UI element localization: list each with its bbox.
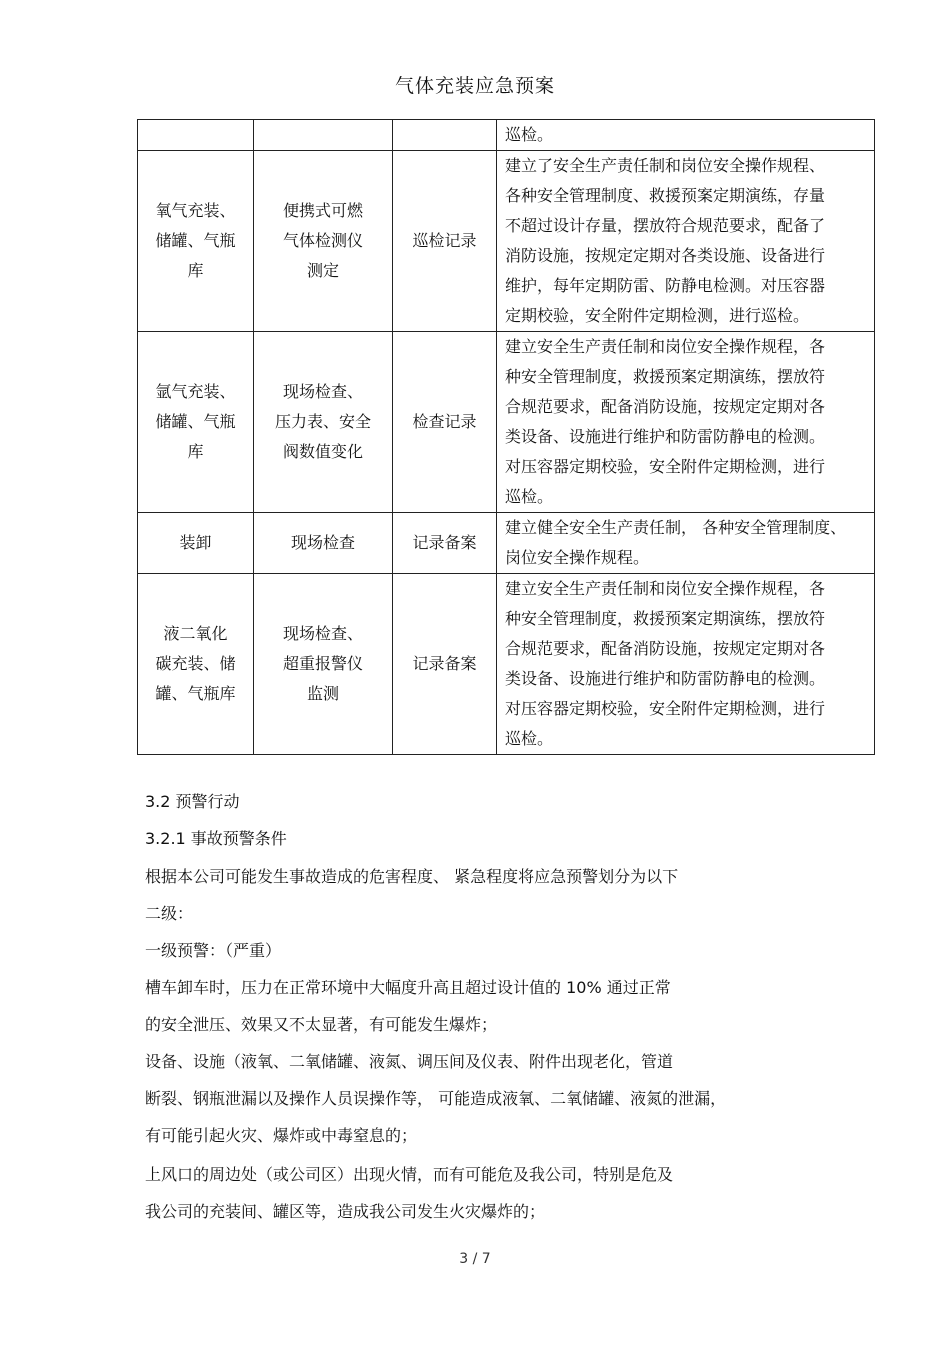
table-cell-method [254,574,393,755]
table-cell-location [138,574,254,755]
table-cell-location [138,332,254,513]
paragraph-fire-nearby: 上风口的周边处（或公司区）出现火情，而有可能危及我公司，特别是危及 我公司的充装间、罐区等，造成我公司发生火灾爆炸的； [145,1165,674,1221]
table-row [138,513,875,574]
risk-control-table [137,119,875,755]
table-cell-record: 检查记录 [393,332,497,513]
table-cell-measures [497,332,875,513]
table-cell-method [254,151,393,332]
table-cell-record [393,120,497,151]
method-text: 现场检查、 压力表、安全 阀数值变化 [274,382,371,461]
table-cell-record: 巡检记录 [393,151,497,332]
measures-text: 建立了安全生产责任制和岗位安全操作规程、 各种安全管理制度、救援预案定期演练，存量 不超过设计存量，摆放符合规范要求，配备了 消防设施，按规定定期对各类设施、设备进行 维护，每年定期防雷、防静电检测。对压容器 定期校验，安全附件定期检测，进行巡检。 [505,156,826,325]
measures-text: 建立健全安全生产责任制， 各种安全管理制度、 岗位安全操作规程。 [505,518,847,567]
table-cell-record: 记录备案 [393,574,497,755]
table-cell-location [138,120,254,151]
table-row [138,332,875,513]
measures-text: 建立安全生产责任制和岗位安全操作规程，各 种安全管理制度，救援预案定期演练，摆放符 合规范要求，配备消防设施，按规定定期对各 类设备、设施进行维护和防雷防静电的检测。 对压容器定期校验，安全附件定期检测，进行 巡检。 [505,337,826,506]
location-text: 液二氧化 碳充装、储 罐、气瓶库 [155,624,236,703]
table-cell-measures [497,574,875,755]
table-cell-method [254,332,393,513]
location-text: 氧气充装、 储罐、气瓶 库 [155,201,236,280]
page-number: 3 / 7 [459,1251,491,1267]
table-cell-measures [497,513,875,574]
table-cell-measures [497,151,875,332]
table-row [138,120,875,151]
table-cell-location: 装卸 [138,513,254,574]
table-cell-measures [497,120,875,151]
section-heading-3-2-1: 3.2.1 事故预警条件 [145,829,287,848]
paragraph-equipment-failure: 设备、设施（液氧、二氧储罐、液氮、调压间及仪表、附件出现老化，管道 断裂、钢瓶泄漏以及操作人员误操作等， 可能造成液氧、二氧储罐、液氮的泄漏， 有可能引起火灾、爆炸或中毒窒息的； [145,1052,727,1145]
paragraph-warning-levels: 根据本公司可能发生事故造成的危害程度、 紧急程度将应急预警划分为以下 二级： [145,867,679,923]
paragraph-level-one: 一级预警：（严重） [145,941,282,960]
table-row [138,151,875,332]
page-header-title: 气体充装应急预案 [394,75,555,97]
method-text: 现场检查、 超重报警仪 监测 [282,624,363,703]
method-text: 便携式可燃 气体检测仪 测定 [282,201,363,280]
table-cell-method [254,120,393,151]
measures-text: 巡检。 [505,125,554,144]
table-cell-method: 现场检查 [254,513,393,574]
section-heading-3-2: 3.2 预警行动 [145,792,240,811]
location-text: 氩气充装、 储罐、气瓶 库 [155,382,236,461]
table-row [138,574,875,755]
table-cell-location [138,151,254,332]
paragraph-tanker-unloading: 槽车卸车时，压力在正常环境中大幅度升高且超过设计值的 10% 通过正常 的安全泄压、效果又不太显著，有可能发生爆炸； [145,978,671,1034]
table-cell-record: 记录备案 [393,513,497,574]
measures-text: 建立安全生产责任制和岗位安全操作规程，各 种安全管理制度，救援预案定期演练，摆放符 合规范要求，配备消防设施，按规定定期对各 类设备、设施进行维护和防雷防静电的检测。 对压容器定期校验，安全附件定期检测，进行 巡检。 [505,579,826,748]
